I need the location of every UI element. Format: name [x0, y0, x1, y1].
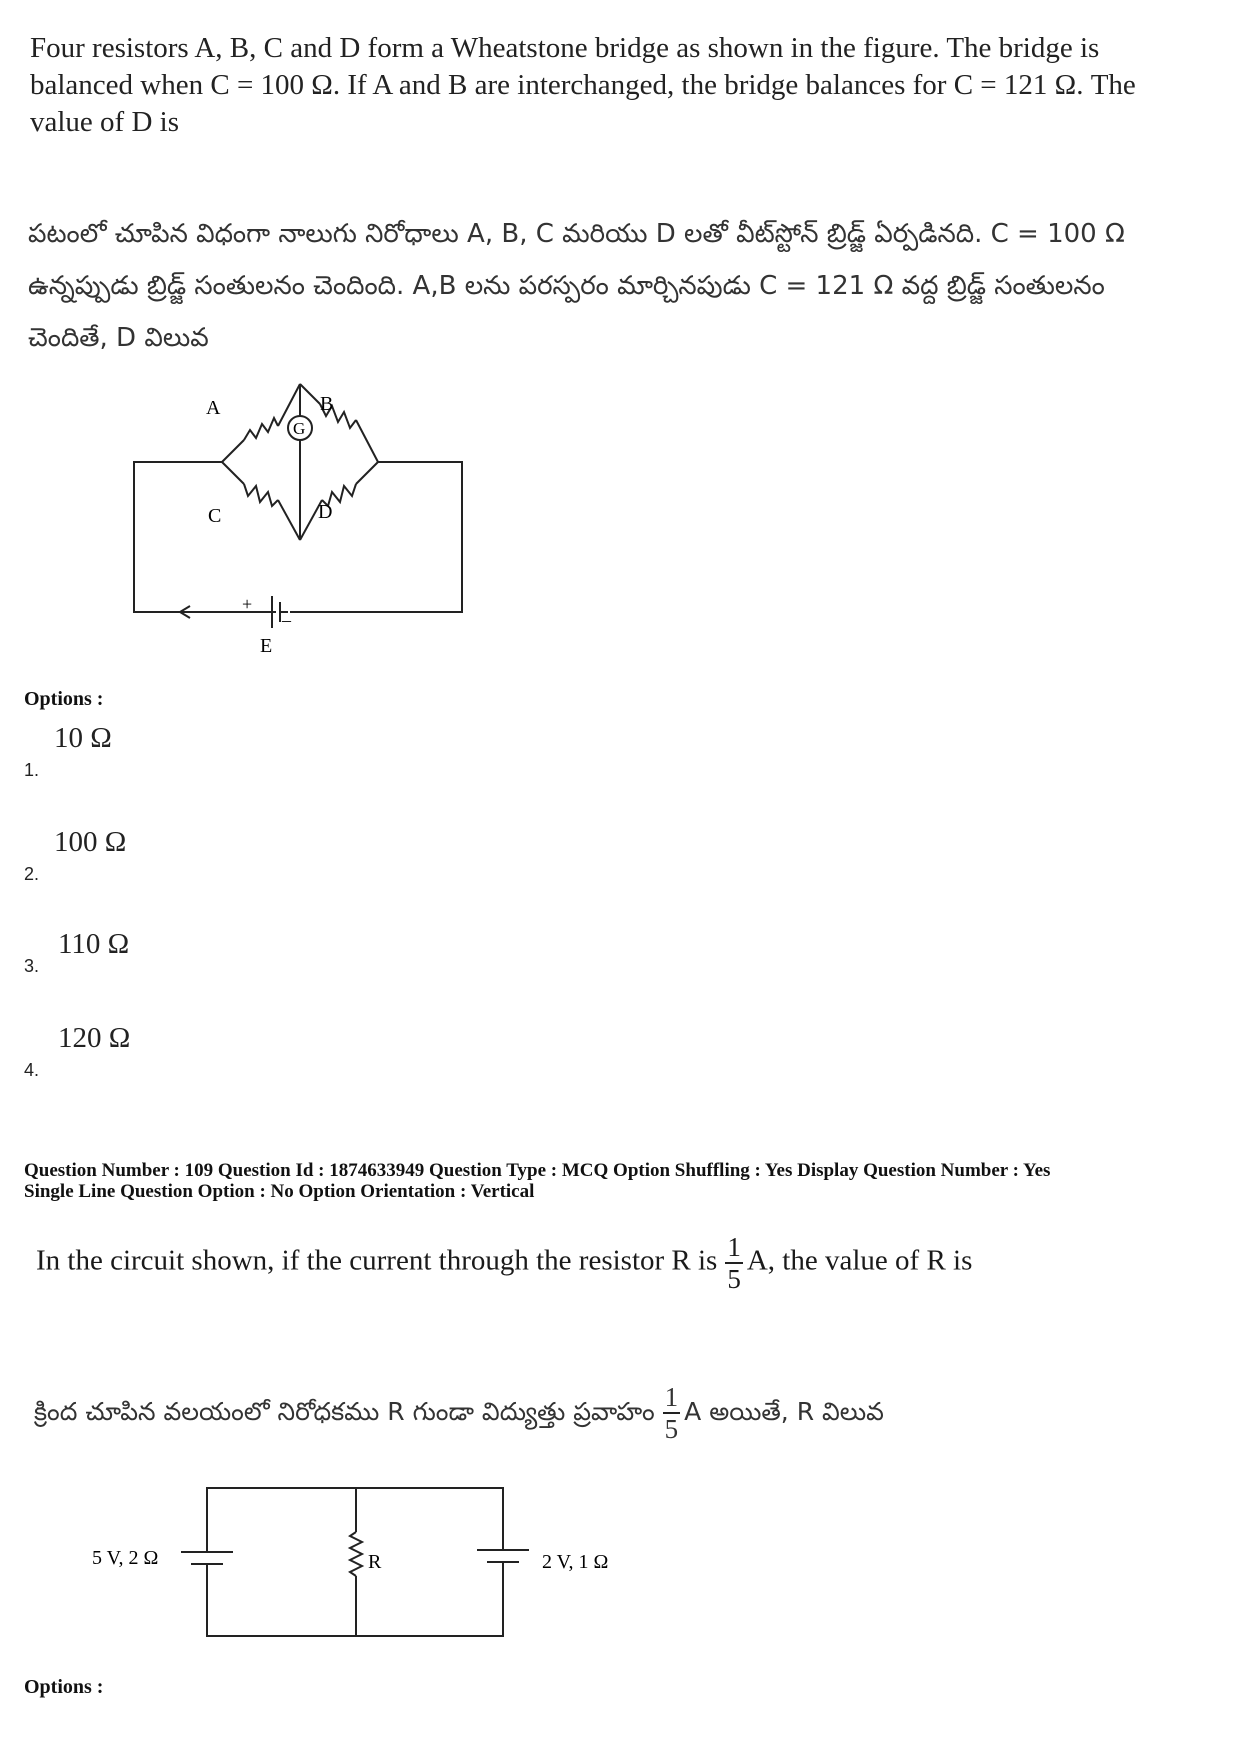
option-2-number: 2.: [24, 864, 40, 884]
question-meta-line-1: Question Number : 109 Question Id : 1874633949 Question Type : MCQ Option Shuffling : Yes Display Question Number : Yes: [24, 1160, 1051, 1181]
option-3-text[interactable]: 110 Ω: [58, 928, 130, 960]
label-d: D: [318, 501, 333, 523]
right-cell-icon: [477, 1550, 529, 1562]
left-cell-label: 5 V, 2 Ω: [92, 1547, 159, 1569]
fraction-numerator-telugu: 1: [664, 1382, 679, 1412]
label-minus: –: [282, 610, 291, 630]
resistor-icon: [350, 1532, 362, 1576]
wheatstone-bridge-figure: [120, 380, 480, 660]
option-1-text[interactable]: 10 Ω: [54, 722, 112, 754]
fraction-denominator-telugu: 5: [664, 1414, 679, 1444]
question-2-english-before: In the circuit shown, if the current through the resistor R is: [36, 1244, 718, 1277]
question-2-telugu-text: [34, 1382, 884, 1444]
option-2-text[interactable]: 100 Ω: [54, 826, 127, 858]
question-meta-line-2: Single Line Question Option : No Option Orientation : Vertical: [24, 1181, 535, 1202]
fraction-current-telugu: [663, 1382, 681, 1444]
label-plus: +: [242, 594, 253, 614]
question-2-telugu-after: A అయితే, R విలువ: [684, 1397, 884, 1426]
options-label: Options :: [24, 688, 104, 710]
option-1-number: 1.: [24, 760, 40, 780]
right-cell-label: 2 V, 1 Ω: [542, 1551, 609, 1573]
parallel-cells-circuit-figure: [80, 1480, 640, 1650]
label-e: E: [260, 635, 273, 657]
option-3-number: 3.: [24, 956, 40, 976]
question-1-english-text: Four resistors A, B, C and D form a Wheatstone bridge as shown in the figure. The bridge is balanced when C = 100 Ω. If A and B are interchanged, the bridge balances for C = 121 Ω. The value of D is: [30, 32, 1136, 138]
label-a: A: [206, 397, 221, 419]
question-2-english-after: A, the value of R is: [746, 1244, 973, 1277]
option-4-text[interactable]: 120 Ω: [58, 1022, 131, 1054]
question-2-telugu-before: క్రింద చూపిన వలయంలో నిరోధకము R గుండా విద్యుత్తు ప్రవాహం: [34, 1397, 655, 1426]
option-4-number: 4.: [24, 1060, 40, 1080]
label-b: B: [320, 393, 334, 415]
options-label-q2: Options :: [24, 1676, 104, 1698]
fraction-numerator: 1: [727, 1232, 741, 1262]
galvanometer-label: G: [293, 419, 306, 438]
label-c: C: [208, 505, 222, 527]
resistor-label: R: [368, 1551, 382, 1573]
question-2-english-text: [36, 1232, 972, 1294]
question-1-telugu-text: పటంలో చూపిన విధంగా నాలుగు నిరోధాలు A, B, C మరియు D లతో వీట్‌స్టోన్ బ్రిడ్జ్ ఏర్పడినది. C = 100 Ω ఉన్నప్పుడు బ్రిడ్జ్ సంతులనం చెందింది. A,B లను పరస్పరం మార్చినపుడు C = 121 Ω వద్ద బ్రిడ్జ్ సంతులనం చెందితే, D విలువ: [28, 219, 1125, 353]
left-cell-icon: [181, 1552, 233, 1564]
fraction-current: [725, 1232, 743, 1294]
fraction-denominator: 5: [727, 1264, 741, 1294]
